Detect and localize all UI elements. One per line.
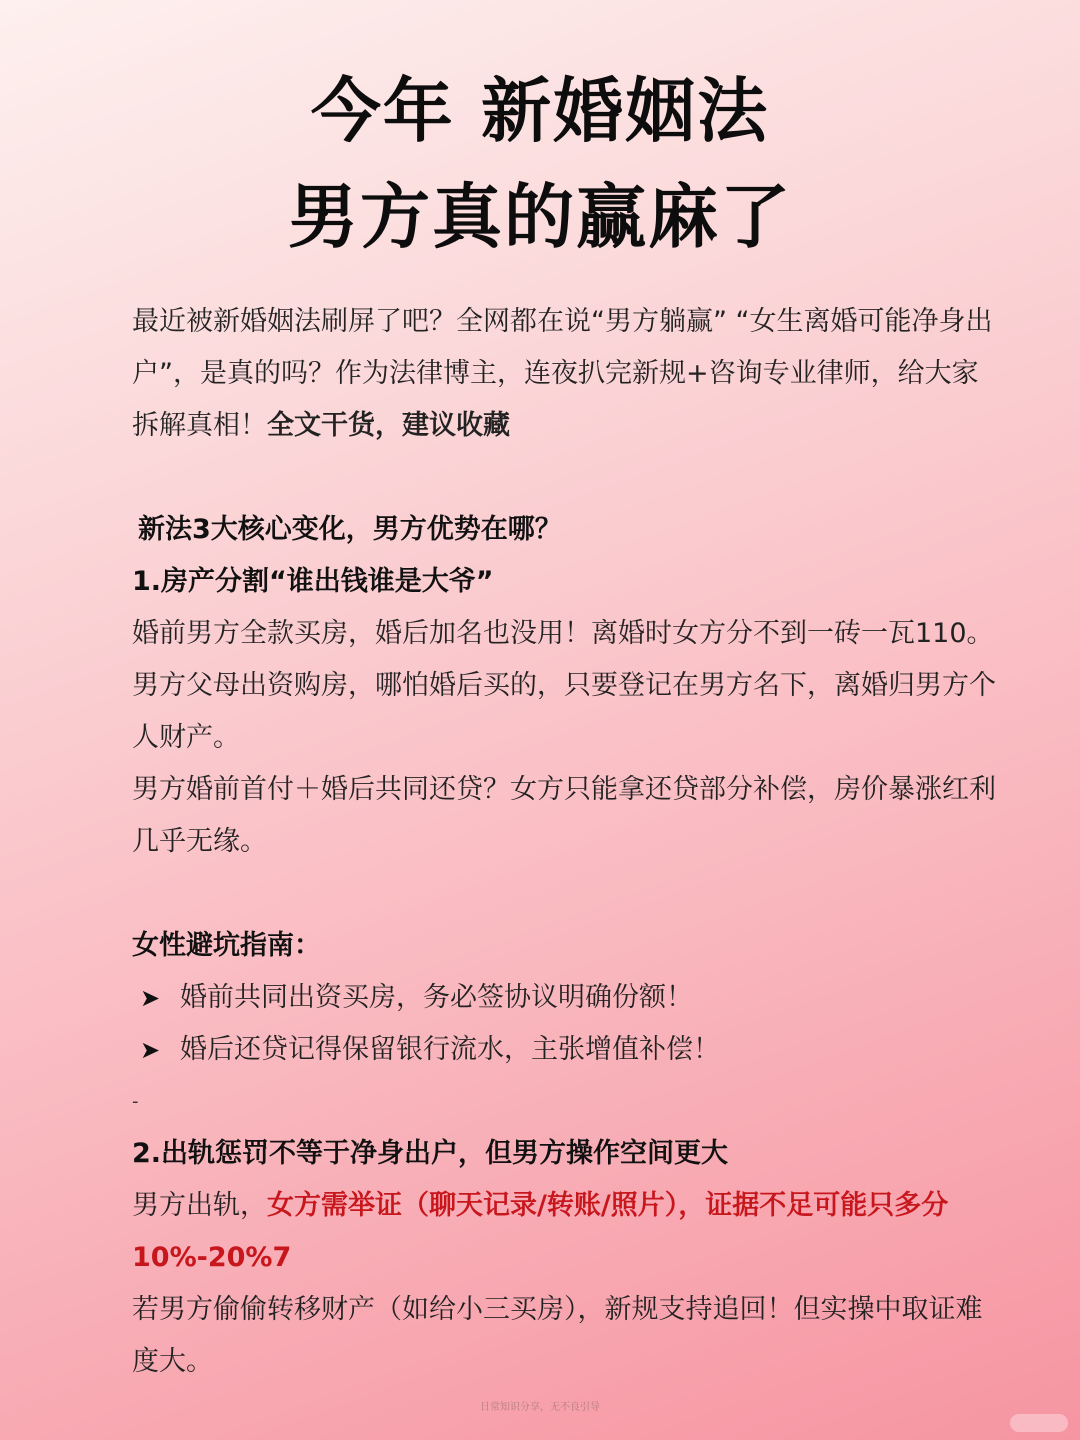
point2-highlight-text: 女方需举证（聊天记录/转账/照片），证据不足可能只多分10%-20%7 (132, 1190, 949, 1273)
arrow-bullet-icon: ➤ (140, 1036, 161, 1064)
spacer (132, 452, 1002, 504)
intro-paragraph (132, 296, 1002, 452)
page-title (0, 58, 1080, 270)
arrow-bullet-icon: ➤ (140, 984, 161, 1012)
point2-heading: 2.出轨惩罚不等于净身出户，但男方操作空间更大 (132, 1138, 729, 1169)
point2-paragraph-1 (132, 1180, 1002, 1284)
point1-paragraph-3: 男方婚前首付＋婚后共同还贷？女方只能拿还贷部分补偿，房价暴涨红利几乎无缘。 (132, 774, 996, 857)
point2-plain-text: 男方出轨， (132, 1190, 267, 1221)
point1-paragraph-1: 婚前男方全款买房，婚后加名也没用！离婚时女方分不到一砖一瓦110。 (132, 618, 994, 649)
section-title: 新法3大核心变化，男方优势在哪？ (138, 514, 562, 545)
separator: - (132, 1091, 139, 1112)
watermark-logo (1010, 1414, 1068, 1432)
intro-text: 最近被新婚姻法刷屏了吧？全网都在说“男方躺赢” “女生离婚可能净身出户”，是真的吗？作为法律博主，连夜扒完新规+咨询专业律师，给大家拆解真相！ (132, 306, 993, 441)
title-line-2: 男方真的赢麻了 (288, 175, 792, 258)
intro-bold: 全文干货，建议收藏 (267, 410, 510, 441)
guide-item (132, 1024, 1002, 1076)
guide-item-text: 婚后还贷记得保留银行流水，主张增值补偿！ (180, 1034, 720, 1065)
article-body (132, 296, 1002, 1388)
point2-paragraph-2: 若男方偷偷转移财产（如给小三买房），新规支持追回！但实操中取证难度大。 (132, 1294, 983, 1377)
title-line-1: 今年 新婚姻法 (310, 69, 770, 152)
point1-paragraph-2: 男方父母出资购房，哪怕婚后买的，只要登记在男方名下，离婚归男方个人财产。 (132, 670, 996, 753)
spacer (132, 868, 1002, 920)
point1-heading: 1.房产分割“谁出钱谁是大爷” (132, 566, 494, 597)
guide-heading: 女性避坑指南： (132, 930, 321, 961)
footer-note: 日常知识分享，无不良引导 (480, 1402, 600, 1413)
guide-item (132, 972, 1002, 1024)
guide-item-text: 婚前共同出资买房，务必签协议明确份额！ (180, 982, 693, 1013)
